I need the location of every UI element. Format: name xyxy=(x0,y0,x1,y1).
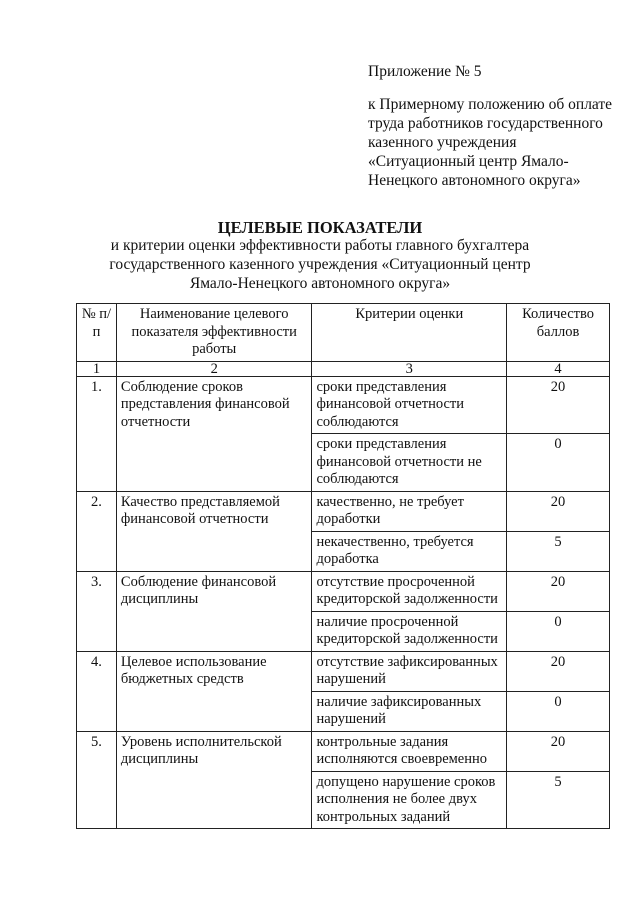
header-number: № п/п xyxy=(77,304,117,362)
criterion-text: отсутствие зафиксированных нарушений xyxy=(312,651,507,691)
appendix-block xyxy=(368,62,628,190)
criterion-score: 0 xyxy=(507,611,610,651)
row-indicator: Уровень исполнительской дисциплины xyxy=(116,731,312,829)
criterion-text: некачественно, требуется доработка xyxy=(312,531,507,571)
criterion-text: отсутствие просроченной кредиторской задолженности xyxy=(312,571,507,611)
criterion-score: 0 xyxy=(507,691,610,731)
criterion-text: допущено нарушение сроков исполнения не более двух контрольных заданий xyxy=(312,771,507,829)
table-row xyxy=(77,491,610,531)
appendix-line: к Примерному положению об оплате xyxy=(368,96,613,113)
row-indicator: Соблюдение сроков представления финансовой отчетности xyxy=(116,376,312,491)
header-criteria: Критерии оценки xyxy=(312,304,507,362)
column-number: 3 xyxy=(312,361,507,376)
table-row xyxy=(77,731,610,771)
header-indicator: Наименование целевого показателя эффективности работы xyxy=(116,304,312,362)
appendix-line: Ненецкого автономного округа» xyxy=(368,172,581,189)
criterion-score: 20 xyxy=(507,491,610,531)
column-number: 1 xyxy=(77,361,117,376)
row-number: 4. xyxy=(77,651,117,731)
appendix-number: Приложение № 5 xyxy=(368,63,482,80)
criterion-score: 5 xyxy=(507,531,610,571)
table-row xyxy=(77,651,610,691)
criterion-score: 20 xyxy=(507,651,610,691)
row-number: 5. xyxy=(77,731,117,829)
header-score: Количество баллов xyxy=(507,304,610,362)
subtitle-line: Ямало-Ненецкого автономного округа» xyxy=(189,275,451,292)
criterion-score: 20 xyxy=(507,731,610,771)
indicators-table xyxy=(76,303,610,829)
table-row xyxy=(77,571,610,611)
document-subtitle xyxy=(0,236,640,293)
criterion-text: качественно, не требует доработки xyxy=(312,491,507,531)
criterion-text: наличие зафиксированных нарушений xyxy=(312,691,507,731)
subtitle-line: и критерии оценки эффективности работы главного бухгалтера xyxy=(110,237,530,254)
row-indicator: Целевое использование бюджетных средств xyxy=(116,651,312,731)
subtitle-line: государственного казенного учреждения «Ситуационный центр xyxy=(109,256,531,273)
row-number: 3. xyxy=(77,571,117,651)
criterion-score: 20 xyxy=(507,571,610,611)
table-row xyxy=(77,376,610,434)
table-header-row xyxy=(77,304,610,362)
row-indicator: Соблюдение финансовой дисциплины xyxy=(116,571,312,651)
criterion-score: 5 xyxy=(507,771,610,829)
row-number: 2. xyxy=(77,491,117,571)
column-number: 2 xyxy=(116,361,312,376)
column-numbers-row xyxy=(77,361,610,376)
row-indicator: Качество представляемой финансовой отчетности xyxy=(116,491,312,571)
criterion-text: наличие просроченной кредиторской задолженности xyxy=(312,611,507,651)
row-number: 1. xyxy=(77,376,117,491)
appendix-line: «Ситуационный центр Ямало- xyxy=(368,153,569,170)
criterion-text: сроки представления финансовой отчетности не соблюдаются xyxy=(312,434,507,492)
criterion-text: сроки представления финансовой отчетности соблюдаются xyxy=(312,376,507,434)
appendix-line: казенного учреждения xyxy=(368,134,517,151)
appendix-line: труда работников государственного xyxy=(368,115,603,132)
criterion-text: контрольные задания исполняются своевременно xyxy=(312,731,507,771)
criterion-score: 20 xyxy=(507,376,610,434)
document-title: ЦЕЛЕВЫЕ ПОКАЗАТЕЛИ xyxy=(217,218,423,237)
column-number: 4 xyxy=(507,361,610,376)
criterion-score: 0 xyxy=(507,434,610,492)
